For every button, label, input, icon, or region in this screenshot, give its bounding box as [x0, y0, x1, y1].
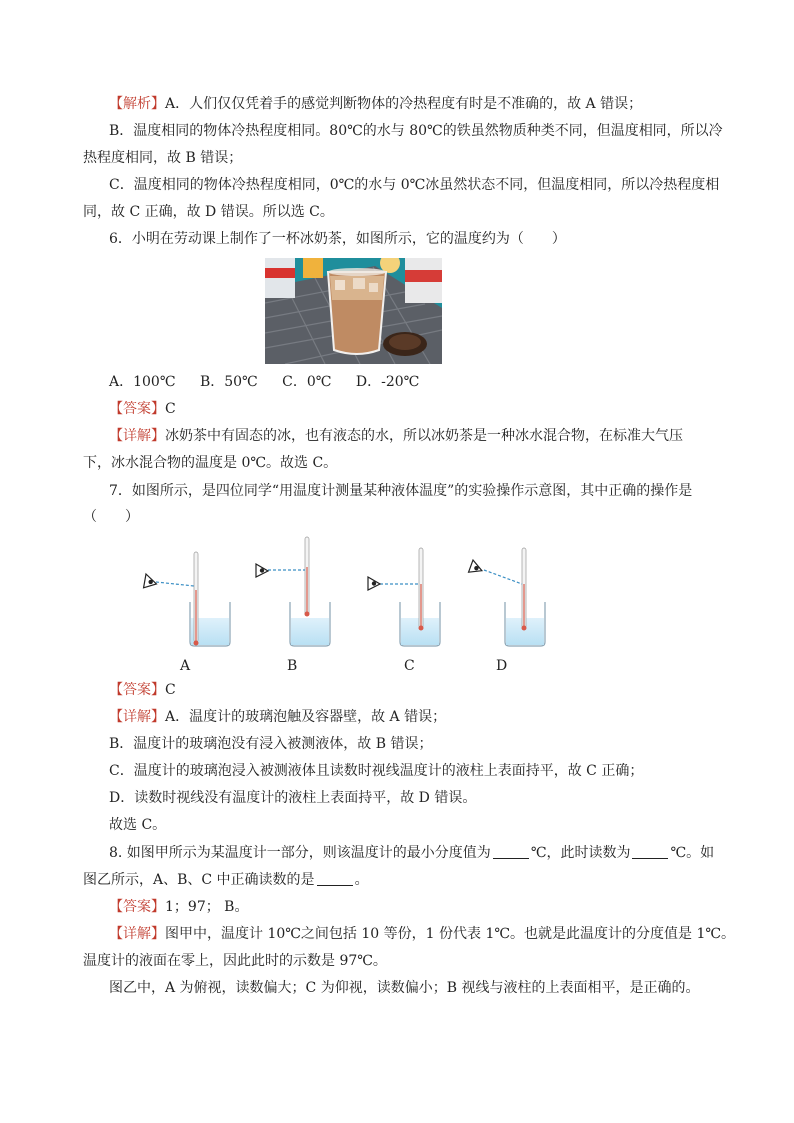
q5-analysis-line-3: 热程度相同，故 B 错误；: [83, 150, 243, 166]
q7-detail-line-1: 【详解】A．温度计的玻璃泡触及容器壁，故 A 错误；: [109, 709, 447, 725]
q6-option-c: C．0℃: [282, 374, 332, 390]
q7-detail-line-4: D．读数时视线没有温度计的液柱上表面持平，故 D 错误。: [109, 790, 477, 806]
q6-answer: 【答案】C: [109, 401, 176, 417]
q5-analysis-line-1: 【解析】A．人们仅仅凭着手的感觉判断物体的冷热程度有时是不准确的，故 A 错误；: [109, 96, 643, 112]
label-c: C: [404, 658, 415, 674]
answer-tag: 【答案】: [109, 682, 165, 698]
q8-detail-line-3: 图乙中，A 为俯视，读数偏大；C 为仰视，读数偏小；B 视线与液柱的上表面相平，是正确的。: [109, 980, 700, 996]
setup-d: [469, 548, 545, 646]
setup-a: [144, 552, 230, 646]
q6-option-a: A．100℃: [109, 374, 176, 390]
q8-question-line-1: 8. 如图甲所示为某温度计一部分，则该温度计的最小分度值为 ℃，此时读数为 ℃。如: [109, 845, 715, 861]
q6-detail-line-1: 【详解】冰奶茶中有固态的冰，也有液态的水，所以冰奶茶是一种冰水混合物，在标准大气压: [109, 428, 683, 444]
q7-answer: 【答案】C: [109, 682, 176, 698]
answer-tag: 【答案】: [109, 899, 165, 915]
label-d: D: [496, 658, 508, 674]
q6-detail-line-2: 下，冰水混合物的温度是 0℃。故选 C。: [83, 455, 338, 471]
analysis-tag: 【解析】: [109, 96, 165, 112]
q5-analysis-line-2: B．温度相同的物体冷热程度相同。80℃的水与 80℃的铁虽然物质种类不同，但温度相同，所以冷: [109, 123, 723, 139]
q8-question-line-2: 图乙所示，A、B、C 中正确读数的是 。: [83, 872, 369, 888]
q7-detail-line-2: B．温度计的玻璃泡没有浸入被测液体，故 B 错误；: [109, 736, 433, 752]
q6-option-b: B．50℃: [199, 374, 258, 390]
milk-tea-photo: [265, 258, 442, 364]
q7-question-line-1: 7．如图所示，是四位同学“用温度计测量某种液体温度”的实验操作示意图，其中正确的操作是: [109, 483, 693, 499]
q7-detail-line-5: 故选 C。: [109, 817, 167, 833]
q6-option-d: D．-20℃: [355, 374, 420, 390]
thermometer-diagram: [130, 532, 570, 672]
setup-c: [368, 548, 440, 646]
answer-tag: 【答案】: [109, 401, 165, 417]
answer-blank-1: [493, 844, 529, 859]
q7-question-line-2: （ ）: [83, 509, 139, 525]
q8-detail-line-2: 温度计的液面在零上，因此此时的示数是 97℃。: [83, 953, 387, 969]
label-a: A: [180, 658, 191, 674]
q7-detail-line-3: C．温度计的玻璃泡浸入被测液体且读数时视线温度计的液柱上表面持平，故 C 正确；: [109, 763, 644, 779]
answer-blank-2: [632, 844, 668, 859]
detail-tag: 【详解】: [109, 709, 165, 725]
q5-analysis-line-5: 同，故 C 正确，故 D 错误。所以选 C。: [83, 204, 334, 220]
detail-tag: 【详解】: [109, 926, 165, 942]
q6-question: 6．小明在劳动课上制作了一杯冰奶茶，如图所示，它的温度约为（ ）: [109, 231, 566, 247]
q8-answer: 【答案】1；97； B。: [109, 899, 249, 915]
setup-b: [256, 537, 330, 646]
q8-detail-line-1: 【详解】图甲中，温度计 10℃之间包括 10 等份，1 份代表 1℃。也就是此温度计的分度值是 1℃。: [109, 926, 736, 942]
label-b: B: [287, 658, 298, 674]
detail-tag: 【详解】: [109, 428, 165, 444]
thermometer-figure: [130, 532, 570, 672]
milk-tea-image: [265, 258, 442, 364]
answer-blank-3: [317, 871, 353, 886]
q6-options: [109, 372, 439, 392]
q5-analysis-line-4: C．温度相同的物体冷热程度相同，0℃的水与 0℃冰虽然状态不同，但温度相同，所以冷热程度相: [109, 177, 720, 193]
